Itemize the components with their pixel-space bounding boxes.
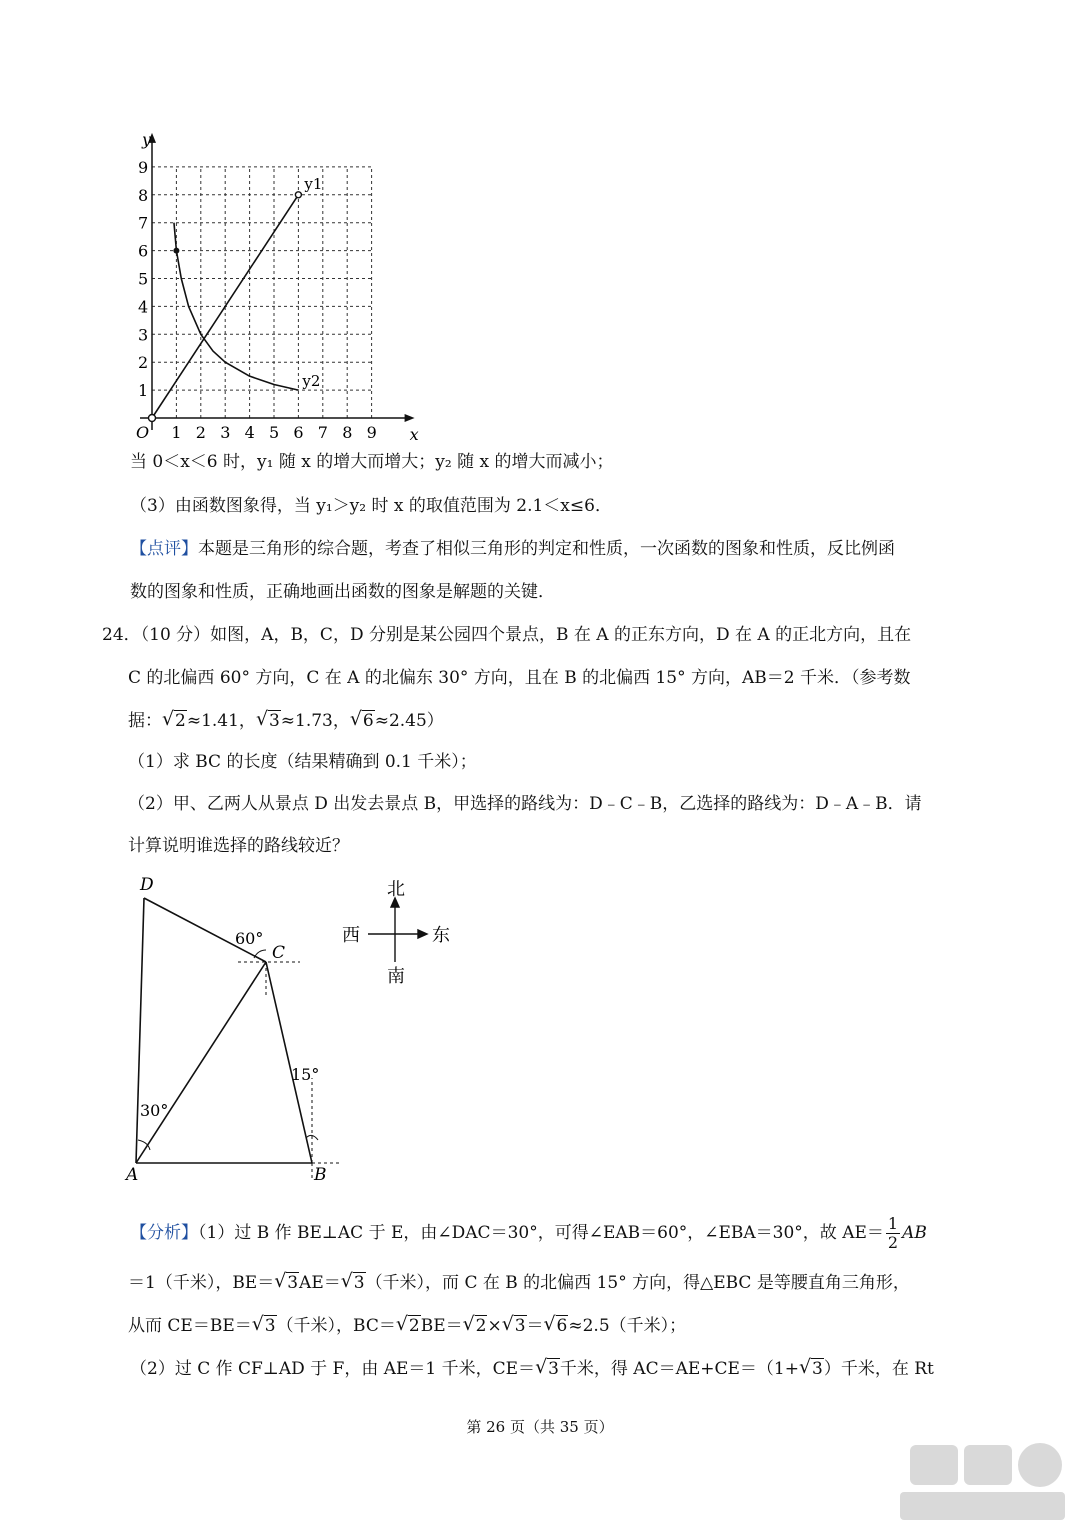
compass-north: 北 (387, 879, 405, 900)
comment-line-1 (130, 537, 895, 561)
triangle-lines (136, 898, 312, 1163)
fraction-half: $\frac{1}{2}$ (887, 1214, 899, 1252)
series-y2-label: y2 (302, 372, 321, 391)
point-y2-start (173, 248, 179, 254)
question-24-line-3 (128, 709, 444, 733)
y-axis-label: y (142, 129, 152, 149)
x-tick-5: 5 (269, 423, 280, 442)
analysis-1b: AB (902, 1223, 927, 1243)
x-tick-9: 9 (366, 423, 377, 442)
series-y1-label: y1 (304, 174, 323, 193)
compass-east: 东 (432, 925, 450, 946)
analysis-line-3: 从而 CE＝BE＝√ 3（千米），BC＝√ 2BE＝√ 2×√ 3＝√ 6≈2.5（千米）； (128, 1314, 686, 1338)
line-ca (136, 962, 266, 1163)
y-tick-9: 9 (138, 157, 149, 177)
x-tick-3: 3 (220, 423, 231, 442)
point-y1-end (295, 192, 301, 198)
label-c: C (272, 943, 286, 963)
angle-15: 15° (291, 1065, 320, 1084)
y-tick-1: 1 (138, 381, 149, 401)
page-footer: 第 26 页（共 35 页） (466, 1418, 614, 1436)
y-tick-2: 2 (138, 353, 149, 373)
x-tick-7: 7 (317, 423, 328, 442)
sqrt-3: √ 3 (256, 709, 281, 733)
origin-label: O (136, 423, 150, 442)
east-arrow-icon (418, 930, 427, 938)
dashed-guides (238, 962, 342, 1180)
y-tick-3: 3 (138, 325, 149, 345)
y-tick-7: 7 (138, 213, 149, 233)
ref-prefix: 据： (128, 711, 162, 731)
ref-a: ≈1.41， (186, 711, 256, 731)
analysis-tag: 【分析】 (130, 1223, 198, 1243)
label-a: A (126, 1165, 139, 1185)
angle-30: 30° (140, 1101, 169, 1120)
line-ad (136, 898, 144, 1163)
comment-tag: 【点评】 (130, 539, 198, 559)
label-b: B (314, 1165, 327, 1185)
watermark-logo (870, 1440, 1070, 1525)
line-cb (266, 962, 312, 1163)
function-graph (120, 120, 560, 450)
y-tick-6: 6 (138, 241, 149, 261)
analysis-line-2: ＝1（千米），BE＝√ 3AE＝√ 3（千米），而 C 在 B 的北偏西 15° 方向，得△EBC 是等腰直角三角形， (128, 1271, 910, 1295)
y-tick-4: 4 (138, 297, 149, 317)
angle-60: 60° (235, 929, 264, 948)
angle-arcs (138, 950, 318, 1150)
x-axis-label: x (409, 425, 419, 444)
sub-question-2-cont: 计算说明谁选择的路线较近？ (128, 836, 349, 856)
compass-west: 西 (342, 925, 360, 946)
point-origin (149, 415, 156, 422)
x-tick-6: 6 (293, 423, 304, 442)
chart-labels (136, 130, 419, 444)
sub-question-2: （2）甲、乙两人从景点 D 出发去景点 B，甲选择的路线为：D﹣C﹣B，乙选择的路线为：D﹣A﹣B．请 (128, 794, 922, 814)
compass-south: 南 (387, 966, 405, 987)
sub-question-1: （1）求 BC 的长度（结果精确到 0.1 千米）； (128, 752, 477, 772)
analysis-line-1 (130, 1213, 927, 1253)
label-d: D (140, 875, 154, 895)
x-tick-1: 1 (171, 423, 182, 442)
text-line-1: 当 0＜x＜6 时，y₁ 随 x 的增大而增大；y₂ 随 x 的增大而减小； (130, 452, 614, 472)
y-tick-8: 8 (138, 185, 149, 205)
x-tick-8: 8 (342, 423, 353, 442)
comment-line-2: 数的图象和性质，正确地画出函数的图象是解题的关键． (130, 582, 555, 602)
x-axis-arrow-icon (405, 414, 415, 422)
x-tick-4: 4 (244, 423, 255, 442)
x-tick-2: 2 (195, 423, 206, 442)
analysis-1a: （1）过 B 作 BE⊥AC 于 E，由∠DAC＝30°，可得∠EAB＝60°，∠EBA＝30°，故 AE＝ (198, 1223, 884, 1243)
sqrt-2: √ 2 (162, 709, 187, 733)
analysis-line-4: （2）过 C 作 CF⊥AD 于 F，由 AE＝1 千米，CE＝√ 3千米，得 AC＝AE+CE＝（1+√ 3）千米，在 Rt (130, 1357, 934, 1381)
comment-text: 本题是三角形的综合题，考查了相似三角形的判定和性质，一次函数的图象和性质，反比例函 (198, 539, 895, 559)
ref-b: ≈1.73， (280, 711, 350, 731)
compass (368, 898, 427, 962)
text-line-2: （3）由函数图象得，当 y₁＞y₂ 时 x 的取值范围为 2.1＜x≤6． (130, 496, 612, 516)
ref-c: ≈2.45） (374, 711, 444, 731)
question-24-line-2: C 的北偏西 60° 方向，C 在 A 的北偏东 30° 方向，且在 B 的北偏西 15° 方向，AB＝2 千米．（参考数 (128, 668, 911, 688)
geometry-figure (120, 870, 480, 1190)
question-24-line-1: 24．（10 分）如图，A，B，C，D 分别是某公园四个景点，B 在 A 的正东方向，D 在 A 的正北方向，且在 (102, 625, 912, 645)
sqrt-6: √ 6 (350, 709, 375, 733)
y-tick-5: 5 (138, 269, 149, 289)
